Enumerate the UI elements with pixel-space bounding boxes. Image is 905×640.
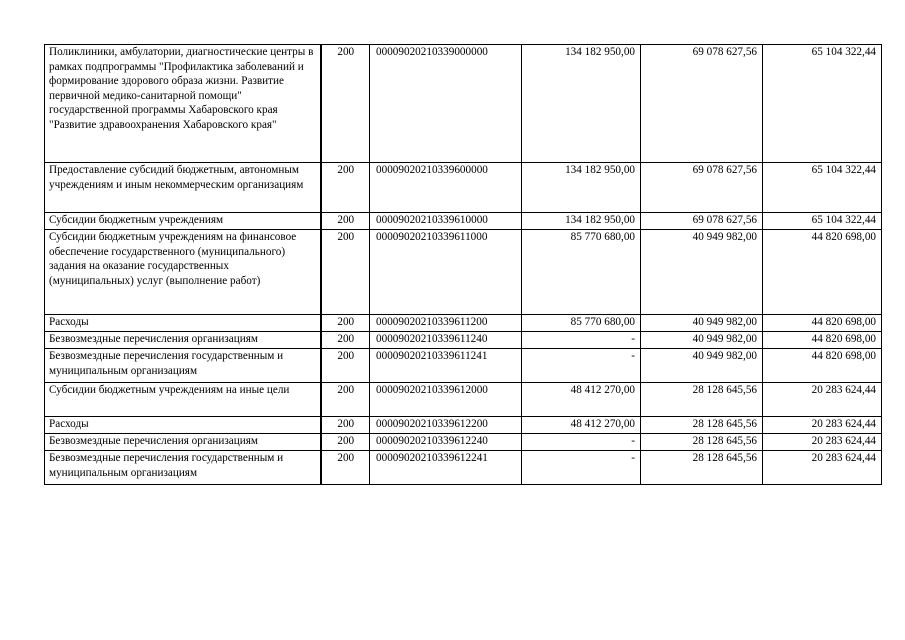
table-row [45,451,882,485]
row-approved-cell: - [522,332,641,349]
row-kbk-cell: 00009020210339611000 [370,230,522,315]
row-name-cell: Безвозмездные перечисления государственным и муниципальным организациям [45,349,321,383]
row-remaining-cell: 20 283 624,44 [763,383,882,417]
table-row [45,383,882,417]
row-kbk-cell: 00009020210339611200 [370,315,522,332]
table-row [45,349,882,383]
row-kbk-cell: 00009020210339612241 [370,451,522,485]
row-remaining-cell: 44 820 698,00 [763,230,882,315]
row-code-cell: 200 [321,230,370,315]
row-code-cell: 200 [321,163,370,213]
table-row [45,45,882,163]
row-executed-cell: 69 078 627,56 [641,45,763,163]
table-row [45,332,882,349]
row-code-cell: 200 [321,451,370,485]
row-remaining-cell: 65 104 322,44 [763,45,882,163]
row-name-cell: Поликлиники, амбулатории, диагностические центры в рамках подпрограммы "Профилактика заболеваний и формирование здорового образа жизни. Развитие первичной медико-санитарной помощи" государственной программы Хабаровского края "Развитие здравоохранения Хабаровского края" [45,45,321,163]
row-name-cell: Безвозмездные перечисления организациям [45,332,321,349]
row-approved-cell: 85 770 680,00 [522,230,641,315]
row-approved-cell: 48 412 270,00 [522,383,641,417]
row-name-cell: Предоставление субсидий бюджетным, автономным учреждениям и иным некоммерческим организациям [45,163,321,213]
row-remaining-cell: 65 104 322,44 [763,163,882,213]
budget-execution-table [44,44,882,485]
row-code-cell: 200 [321,332,370,349]
row-kbk-cell: 00009020210339612000 [370,383,522,417]
row-executed-cell: 40 949 982,00 [641,332,763,349]
row-code-cell: 200 [321,349,370,383]
row-name-cell: Субсидии бюджетным учреждениям на иные цели [45,383,321,417]
row-name-cell: Расходы [45,417,321,434]
row-name-cell: Субсидии бюджетным учреждениям [45,213,321,230]
table-row [45,417,882,434]
row-remaining-cell: 20 283 624,44 [763,417,882,434]
row-approved-cell: 134 182 950,00 [522,163,641,213]
row-code-cell: 200 [321,434,370,451]
row-kbk-cell: 00009020210339610000 [370,213,522,230]
row-name-cell: Расходы [45,315,321,332]
row-remaining-cell: 20 283 624,44 [763,451,882,485]
row-approved-cell: - [522,349,641,383]
row-executed-cell: 28 128 645,56 [641,451,763,485]
row-approved-cell: 134 182 950,00 [522,213,641,230]
row-kbk-cell: 00009020210339611240 [370,332,522,349]
row-remaining-cell: 44 820 698,00 [763,315,882,332]
table-row [45,230,882,315]
row-remaining-cell: 44 820 698,00 [763,332,882,349]
row-name-cell: Субсидии бюджетным учреждениям на финансовое обеспечение государственного (муниципального) задания на оказание государственных (муниципальных) услуг (выполнение работ) [45,230,321,315]
table-row [45,434,882,451]
row-code-cell: 200 [321,383,370,417]
row-kbk-cell: 00009020210339612200 [370,417,522,434]
row-code-cell: 200 [321,45,370,163]
row-approved-cell: 48 412 270,00 [522,417,641,434]
row-executed-cell: 40 949 982,00 [641,349,763,383]
row-code-cell: 200 [321,213,370,230]
row-executed-cell: 28 128 645,56 [641,417,763,434]
table-row [45,315,882,332]
row-kbk-cell: 00009020210339611241 [370,349,522,383]
row-remaining-cell: 65 104 322,44 [763,213,882,230]
row-approved-cell: - [522,434,641,451]
row-code-cell: 200 [321,315,370,332]
row-code-cell: 200 [321,417,370,434]
table-row [45,213,882,230]
row-name-cell: Безвозмездные перечисления государственным и муниципальным организациям [45,451,321,485]
row-kbk-cell: 00009020210339600000 [370,163,522,213]
row-kbk-cell: 00009020210339612240 [370,434,522,451]
row-kbk-cell: 00009020210339000000 [370,45,522,163]
row-approved-cell: 134 182 950,00 [522,45,641,163]
row-approved-cell: - [522,451,641,485]
row-remaining-cell: 20 283 624,44 [763,434,882,451]
row-name-cell: Безвозмездные перечисления организациям [45,434,321,451]
row-executed-cell: 40 949 982,00 [641,230,763,315]
row-executed-cell: 40 949 982,00 [641,315,763,332]
table-row [45,163,882,213]
row-executed-cell: 69 078 627,56 [641,163,763,213]
row-executed-cell: 28 128 645,56 [641,383,763,417]
row-approved-cell: 85 770 680,00 [522,315,641,332]
row-executed-cell: 28 128 645,56 [641,434,763,451]
row-remaining-cell: 44 820 698,00 [763,349,882,383]
row-executed-cell: 69 078 627,56 [641,213,763,230]
